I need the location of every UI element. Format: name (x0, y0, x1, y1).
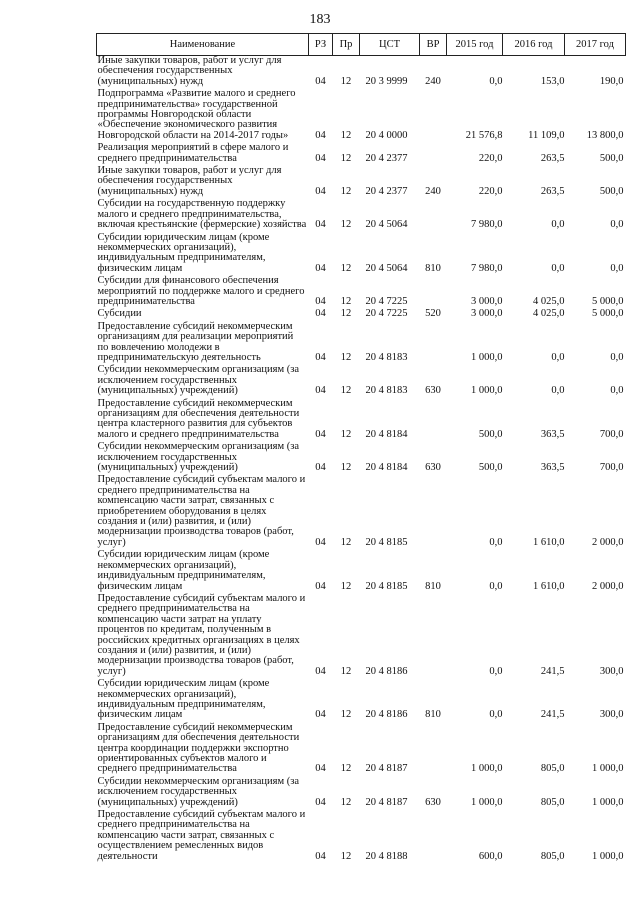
row-cst: 20 4 8187 (365, 763, 408, 775)
row-2016: 0,0 (551, 219, 565, 231)
row-2017: 0,0 (610, 351, 624, 363)
row-vr: 630 (425, 462, 441, 474)
row-cst: 20 4 0000 (365, 129, 408, 141)
row-2015: 0,0 (489, 75, 503, 87)
row-vr (420, 143, 447, 166)
row-2016: 4 025,0 (533, 295, 565, 307)
table-row (97, 442, 626, 475)
row-2015: 1 000,0 (471, 351, 503, 363)
row-name: Субсидии некоммерческим организациям (за исключением государственных (муниципальных) учреждений) (97, 364, 300, 397)
row-vr: 810 (425, 262, 441, 274)
table-row (97, 233, 626, 277)
row-2016: 0,0 (551, 351, 565, 363)
row-pr: 12 (340, 262, 352, 274)
header-name: Наименование (97, 34, 309, 56)
table-row (97, 276, 626, 309)
header-vr: ВР (420, 34, 447, 56)
row-cst: 20 4 7225 (365, 308, 408, 320)
row-rz: 04 (315, 763, 326, 775)
row-cst: 20 4 5064 (365, 262, 408, 274)
row-rz: 04 (315, 185, 326, 197)
row-2016: 153,0 (540, 75, 565, 87)
row-2016: 241,5 (540, 709, 565, 721)
row-2017: 5 000,0 (592, 308, 624, 320)
row-2016: 4 025,0 (533, 308, 565, 320)
row-name: Предоставление субсидий некоммерческим организациям для реализации мероприятий по вовлечению молодежи в предпринимательскую деятельность (97, 320, 294, 363)
row-2016: 263,5 (540, 185, 565, 197)
row-2015: 220,0 (478, 152, 503, 164)
row-2015: 500,0 (478, 428, 503, 440)
row-name: Субсидии юридическим лицам (кроме некоммерческих организаций), индивидуальным предпринимателям, физическим лицам (97, 549, 270, 592)
row-cst: 20 3 9999 (365, 75, 408, 87)
table-row (97, 309, 626, 321)
row-2016: 363,5 (540, 428, 565, 440)
row-2017: 5 000,0 (592, 295, 624, 307)
row-cst: 20 4 8186 (365, 665, 408, 677)
row-name: Предоставление субсидий некоммерческим организациям для обеспечения деятельности центра координации поддержки экспортно ориентированных субъектов малого и среднего предпринимательства (97, 721, 300, 775)
row-name: Подпрограмма «Развитие малого и среднего предпринимательства» государственной программы Новгородской области «Обеспечение экономического развития Новгородской области на 2014-2017 годы» (97, 88, 296, 141)
row-pr: 12 (340, 428, 352, 440)
table-row (97, 777, 626, 810)
table-row (97, 723, 626, 777)
table-header-row (97, 34, 626, 56)
row-cst: 20 4 8185 (365, 580, 408, 592)
row-2015: 220,0 (478, 185, 503, 197)
row-2017: 0,0 (610, 219, 624, 231)
row-pr: 12 (340, 351, 352, 363)
row-pr: 12 (340, 580, 352, 592)
row-2016: 241,5 (540, 665, 565, 677)
row-cst: 20 4 5064 (365, 219, 408, 231)
row-vr (420, 322, 447, 366)
header-rz: РЗ (309, 34, 333, 56)
row-vr: 240 (425, 185, 441, 197)
row-name: Предоставление субсидий субъектам малого и среднего предпринимательства на компенсацию части затрат на уплату процентов по кредитам, полученным в российских кредитных организациях в целях создания и (или) развития, и (или) модернизации производства товаров (работ, услуг) (97, 592, 306, 677)
row-vr (420, 723, 447, 777)
row-cst: 20 4 8186 (365, 709, 408, 721)
row-2016: 11 109,0 (528, 129, 565, 141)
row-name: Субсидии юридическим лицам (кроме некоммерческих организаций), индивидуальным предпринимателям, физическим лицам (97, 231, 270, 274)
row-name: Субсидии некоммерческим организациям (за исключением государственных (муниципальных) учреждений) (97, 775, 300, 808)
row-2016: 263,5 (540, 152, 565, 164)
row-2017: 700,0 (599, 428, 624, 440)
row-cst: 20 4 8185 (365, 536, 408, 548)
table-row (97, 475, 626, 550)
row-name: Реализация мероприятий в сфере малого и среднего предпринимательства (97, 142, 289, 164)
row-2017: 190,0 (599, 75, 624, 87)
row-rz: 04 (315, 709, 326, 721)
row-name: Субсидии юридическим лицам (кроме некоммерческих организаций), индивидуальным предпринимателям, физическим лицам (97, 678, 270, 721)
row-name: Субсидии для финансового обеспечения мероприятий по поддержке малого и среднего предпринимательства (97, 275, 305, 307)
row-2016: 363,5 (540, 462, 565, 474)
row-name: Иные закупки товаров, работ и услуг для обеспечения государственных (муниципальных) нужд (97, 165, 282, 197)
row-2017: 0,0 (610, 262, 624, 274)
row-rz: 04 (315, 75, 326, 87)
row-rz: 04 (315, 129, 326, 141)
row-2015: 500,0 (478, 462, 503, 474)
row-vr (420, 89, 447, 143)
row-2016: 1 610,0 (533, 580, 565, 592)
row-2017: 500,0 (599, 185, 624, 197)
row-2017: 2 000,0 (592, 580, 624, 592)
header-2016: 2016 год (503, 34, 565, 56)
row-pr: 12 (340, 536, 352, 548)
row-2015: 21 576,8 (465, 129, 503, 141)
row-pr: 12 (340, 308, 352, 320)
row-pr: 12 (340, 295, 352, 307)
header-2015: 2015 год (447, 34, 503, 56)
row-pr: 12 (340, 850, 352, 862)
row-name: Предоставление субсидий субъектам малого и среднего предпринимательства на компенсацию части затрат, связанных с приобретением оборудования в целях создания и (или) развития, и (или) модернизации производства товаров (работ, услуг) (97, 474, 306, 548)
row-2015: 0,0 (489, 709, 503, 721)
row-2016: 805,0 (540, 850, 565, 862)
row-2015: 7 980,0 (471, 262, 503, 274)
table-row (97, 810, 626, 864)
row-pr: 12 (340, 219, 352, 231)
row-vr (420, 276, 447, 309)
row-2015: 1 000,0 (471, 796, 503, 808)
row-rz: 04 (315, 462, 326, 474)
table-row (97, 594, 626, 679)
row-vr (420, 810, 447, 864)
row-vr: 630 (425, 796, 441, 808)
row-name: Субсидии (97, 308, 142, 320)
row-vr: 810 (425, 580, 441, 592)
row-pr: 12 (340, 796, 352, 808)
row-2015: 1 000,0 (471, 763, 503, 775)
row-2016: 1 610,0 (533, 536, 565, 548)
budget-table (96, 33, 626, 864)
row-rz: 04 (315, 385, 326, 397)
page-number: 183 (309, 12, 331, 27)
row-pr: 12 (340, 75, 352, 87)
row-cst: 20 4 8184 (365, 462, 408, 474)
row-2015: 0,0 (489, 665, 503, 677)
table-body (97, 56, 626, 865)
table-row (97, 56, 626, 90)
table-row (97, 550, 626, 594)
row-name: Предоставление субсидий субъектам малого и среднего предпринимательства на компенсацию части затрат, связанных с осуществлением ремесленных видов деятельности (97, 809, 306, 862)
table-row (97, 166, 626, 199)
row-2015: 1 000,0 (471, 385, 503, 397)
row-2016: 805,0 (540, 763, 565, 775)
row-2016: 0,0 (551, 262, 565, 274)
table-row (97, 199, 626, 232)
row-pr: 12 (340, 462, 352, 474)
row-rz: 04 (315, 308, 326, 320)
row-pr: 12 (340, 129, 352, 141)
row-cst: 20 4 8187 (365, 796, 408, 808)
row-rz: 04 (315, 850, 326, 862)
row-rz: 04 (315, 665, 326, 677)
row-2016: 0,0 (551, 385, 565, 397)
row-rz: 04 (315, 428, 326, 440)
header-cst: ЦСТ (360, 34, 420, 56)
row-2017: 700,0 (599, 462, 624, 474)
table-row (97, 89, 626, 143)
table-row (97, 679, 626, 723)
row-vr (420, 199, 447, 232)
header-2017: 2017 год (565, 34, 626, 56)
table-row (97, 322, 626, 366)
row-2017: 500,0 (599, 152, 624, 164)
row-rz: 04 (315, 351, 326, 363)
row-vr (420, 399, 447, 443)
row-pr: 12 (340, 385, 352, 397)
row-name: Субсидии на государственную поддержку малого и среднего предпринимательства, включая крестьянские (фермерские) хозяйства (97, 198, 307, 231)
row-pr: 12 (340, 665, 352, 677)
row-2017: 1 000,0 (592, 850, 624, 862)
row-pr: 12 (340, 152, 352, 164)
row-2015: 600,0 (478, 850, 503, 862)
row-cst: 20 4 2377 (365, 152, 408, 164)
row-cst: 20 4 2377 (365, 185, 408, 197)
row-2015: 7 980,0 (471, 219, 503, 231)
table-row (97, 365, 626, 398)
row-vr: 240 (425, 75, 441, 87)
row-name: Иные закупки товаров, работ и услуг для обеспечения государственных (муниципальных) нужд (97, 55, 282, 87)
row-rz: 04 (315, 580, 326, 592)
row-rz: 04 (315, 796, 326, 808)
header-pr: Пр (333, 34, 360, 56)
row-rz: 04 (315, 262, 326, 274)
row-2017: 300,0 (599, 665, 624, 677)
row-pr: 12 (340, 763, 352, 775)
row-2015: 3 000,0 (471, 295, 503, 307)
row-pr: 12 (340, 709, 352, 721)
row-cst: 20 4 8183 (365, 351, 408, 363)
row-vr: 810 (425, 709, 441, 721)
row-rz: 04 (315, 295, 326, 307)
row-cst: 20 4 8188 (365, 850, 408, 862)
row-cst: 20 4 8183 (365, 385, 408, 397)
row-vr: 520 (425, 308, 441, 320)
row-2015: 3 000,0 (471, 308, 503, 320)
table-row (97, 143, 626, 166)
row-vr: 630 (425, 385, 441, 397)
row-2017: 300,0 (599, 709, 624, 721)
row-vr (420, 594, 447, 679)
row-2015: 0,0 (489, 536, 503, 548)
row-rz: 04 (315, 152, 326, 164)
row-2017: 0,0 (610, 385, 624, 397)
row-2016: 805,0 (540, 796, 565, 808)
table-row (97, 399, 626, 443)
row-vr (420, 475, 447, 550)
row-cst: 20 4 8184 (365, 428, 408, 440)
row-2017: 1 000,0 (592, 763, 624, 775)
row-pr: 12 (340, 185, 352, 197)
row-2017: 1 000,0 (592, 796, 624, 808)
row-name: Предоставление субсидий некоммерческим организациям для обеспечения деятельности центра кластерного развития для субъектов малого и среднего предпринимательства (97, 397, 300, 440)
row-name: Субсидии некоммерческим организациям (за исключением государственных (муниципальных) учреждений) (97, 441, 300, 474)
row-rz: 04 (315, 536, 326, 548)
row-2015: 0,0 (489, 580, 503, 592)
row-2017: 13 800,0 (586, 129, 624, 141)
row-cst: 20 4 7225 (365, 295, 408, 307)
row-2017: 2 000,0 (592, 536, 624, 548)
row-rz: 04 (315, 219, 326, 231)
